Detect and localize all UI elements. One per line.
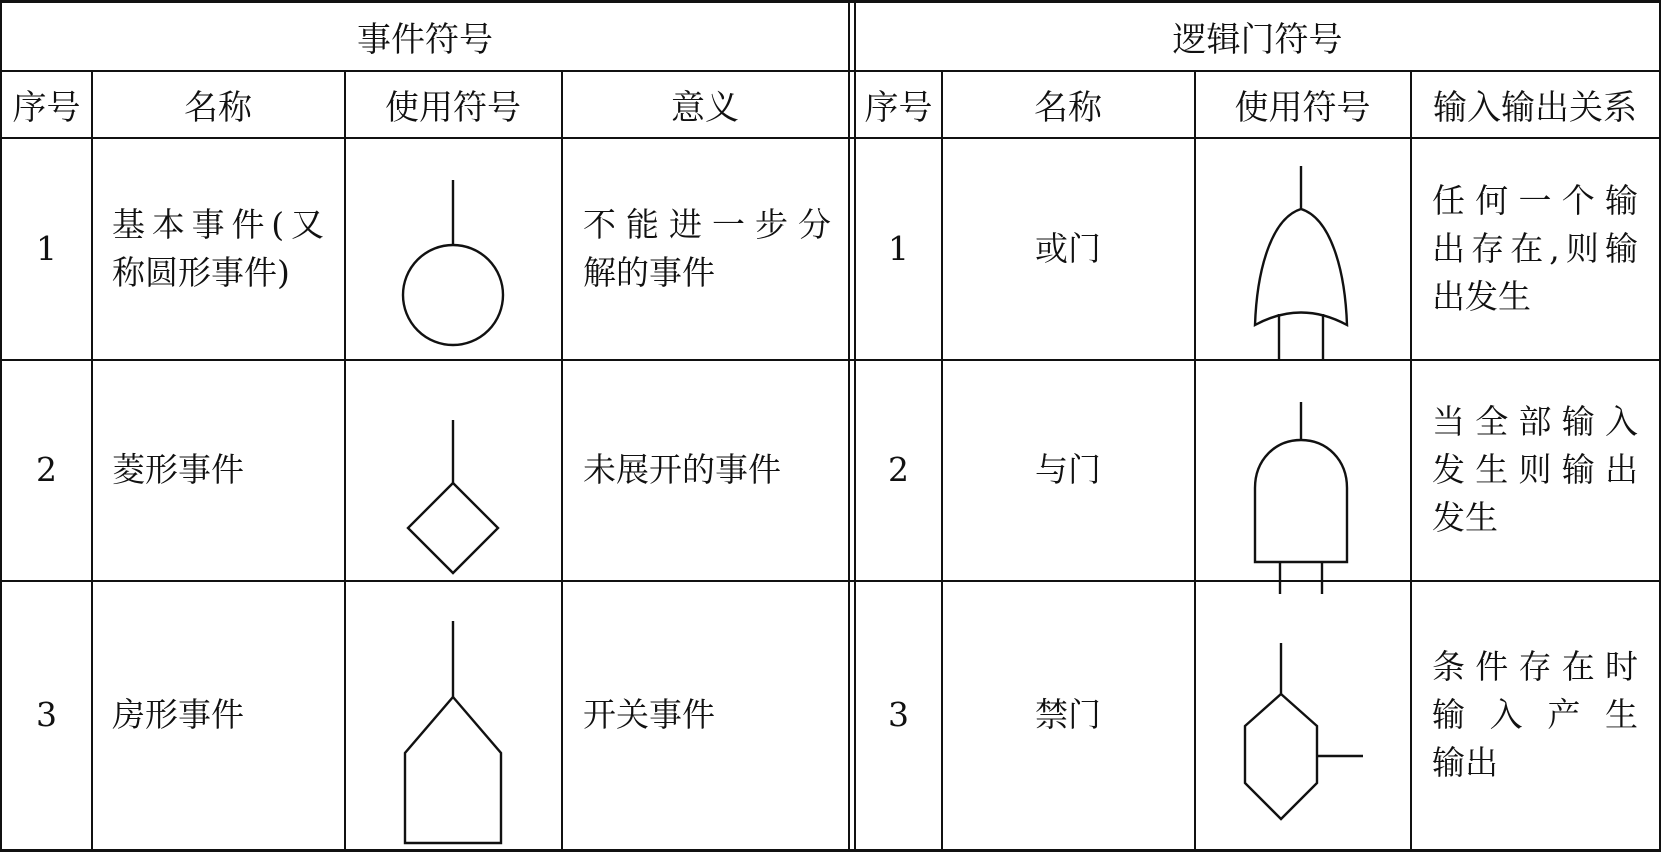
event-name <box>112 138 332 359</box>
gate-name: 与门 <box>1035 450 1101 489</box>
gate-section-title: 逻辑门符号 <box>1172 20 1343 60</box>
row-index: 2 <box>888 450 909 489</box>
event-header-index: 序号 <box>12 87 81 128</box>
gate-header-index: 序号 <box>864 87 933 128</box>
row-index: 2 <box>36 450 57 489</box>
row-index: 3 <box>888 695 909 734</box>
event-header-name: 名称 <box>184 87 252 128</box>
gate-header-symbol: 使用符号 <box>1234 87 1371 128</box>
event-meaning: 未展开的事件 <box>583 450 781 489</box>
gate-header-name: 名称 <box>1034 87 1102 128</box>
event-name-line: 基本事件(又 <box>112 204 324 244</box>
io-line: 条件存在时 <box>1432 647 1638 686</box>
gate-io-relation <box>1432 360 1648 580</box>
row-index: 1 <box>36 228 57 268</box>
io-line: 出发生 <box>1432 276 1531 316</box>
gate-header-io: 输入输出关系 <box>1433 87 1637 128</box>
column-divider <box>1410 70 1412 852</box>
event-meaning: 开关事件 <box>583 695 715 734</box>
column-divider <box>561 70 563 852</box>
io-line: 当全部输入 <box>1432 402 1638 441</box>
event-meaning-line: 解的事件 <box>583 252 715 292</box>
gate-name: 或门 <box>1035 228 1101 268</box>
event-meaning-line: 不能进一步分 <box>583 204 831 244</box>
or-gate-icon <box>1195 138 1410 359</box>
inhibit-gate-icon <box>1195 581 1410 849</box>
io-line: 发生 <box>1432 498 1498 537</box>
row-index: 3 <box>36 695 57 734</box>
io-line: 输出 <box>1432 743 1498 782</box>
event-section-title: 事件符号 <box>357 20 493 60</box>
event-meaning <box>583 138 833 359</box>
io-line: 发生则输出 <box>1432 450 1638 489</box>
and-gate-icon <box>1195 360 1410 580</box>
io-line: 输入产生 <box>1432 695 1638 734</box>
row-index: 1 <box>888 228 909 268</box>
gate-io-relation <box>1432 138 1648 359</box>
event-header-symbol: 使用符号 <box>385 87 521 128</box>
io-line: 出存在,则输 <box>1432 228 1638 268</box>
event-name: 房形事件 <box>112 695 244 734</box>
event-name: 菱形事件 <box>112 450 244 489</box>
event-name-line: 称圆形事件) <box>112 252 290 292</box>
gate-name: 禁门 <box>1035 695 1101 734</box>
gate-io-relation <box>1432 581 1648 849</box>
io-line: 任何一个输 <box>1432 180 1638 220</box>
house-event-icon <box>345 581 561 849</box>
circle-event-icon <box>345 138 561 359</box>
diamond-event-icon <box>345 360 561 580</box>
column-divider <box>91 70 93 852</box>
section-divider <box>848 0 850 852</box>
event-header-meaning: 意义 <box>671 87 739 128</box>
